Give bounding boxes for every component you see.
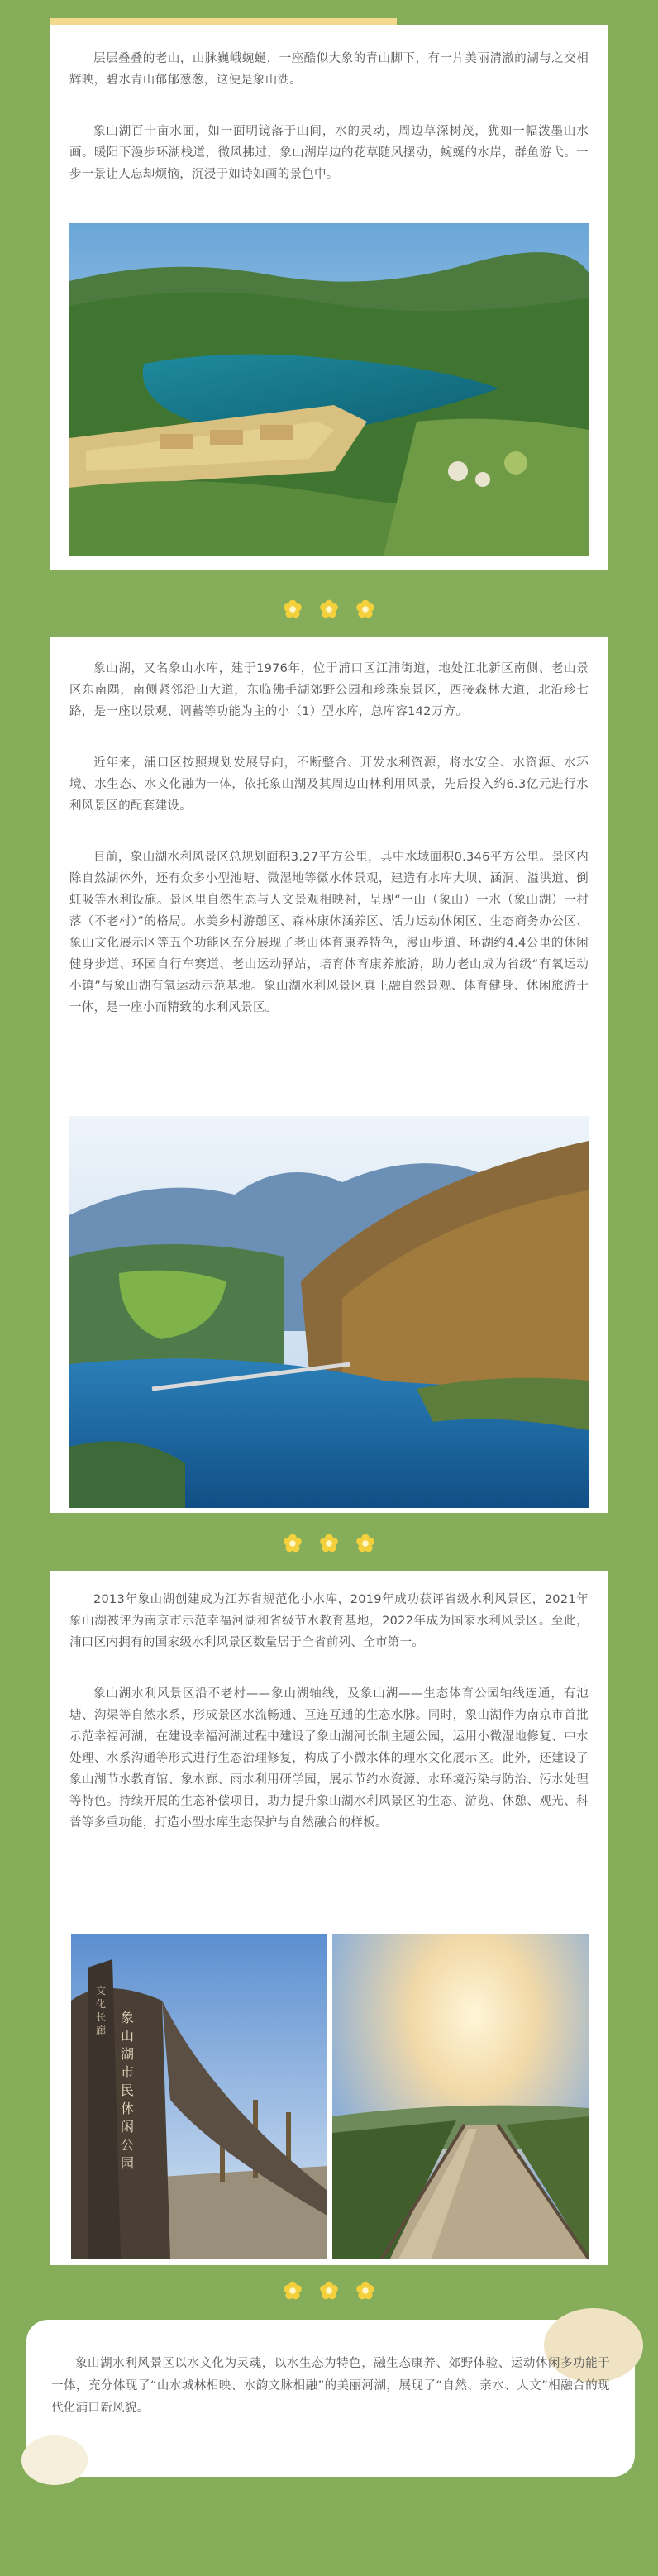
- lake-aerial-photo: [69, 223, 589, 556]
- paragraph: 层层叠叠的老山，山脉巍峨蜿蜒，一座酷似大象的青山脚下，有一片美丽清澈的湖与之交相辉映，碧水青山郁郁葱葱，这便是象山湖。: [69, 52, 589, 87]
- flower-icon: [282, 599, 303, 620]
- flower-icon: [282, 1533, 303, 1554]
- paragraph: 象山湖水利风景区沿不老村——象山湖轴线，及象山湖——生态体育公园轴线连通，有池塘、沟渠等自然水系，形成景区水流畅通、互连互通的生态水脉。同时，象山湖作为南京市首批示范幸福河湖，在建设幸福河湖过程中建设了象山湖河长制主题公园，运用小微湿地修复、中水处理、水系沟通等形式进行生态治理修复，构成了小微水体的理水文化展示区。此外，还建设了象山湖节水教育馆、象水廊、雨水利用研学园，展示节约水资源、水环境污染与防治、污水处理等特色。持续开展的生态补偿项目，助力提升象山湖水利风景区的生态、游览、休憩、观光、科普等多重功能，打造小型水库生态保护与自然融合的样板。: [69, 1687, 589, 1829]
- flower-icon: [355, 2280, 376, 2302]
- star-divider: [0, 1533, 658, 1558]
- park-sign-text: 象山湖市民休闲公园: [121, 2010, 135, 2171]
- paragraph: 目前，象山湖水利风景区总规划面积3.27平方公里，其中水域面积0.346平方公里。景区内除自然湖体外，还有众多小型池塘、微湿地等微水体景观，建造有水库大坝、涵洞、溢洪道、倒虹吸等水利设施。景区里自然生态与人文景观相映衬，呈现“一山（象山）一水（象山湖）一村落（不老村）”的格局。水美乡村游憩区、森林康体涵养区、活力运动休闲区、生态商务办公区、象山文化展示区等五个功能区充分展现了老山体育康养特色，漫山步道、环湖约4.4公里的休闲健身步道、环园自行车赛道、老山运动驿站，培育体育康养旅游，助力老山成为省级“有氧运动小镇”与象山湖有氧运动示范基地。象山湖水利风景区真正融自然景观、体育健身、休闲旅游于一体，是一座小而精致的水利风景区。: [69, 851, 589, 1014]
- corner-accent-top: [50, 18, 397, 25]
- flower-icon: [355, 1533, 376, 1554]
- flower-icon: [318, 599, 340, 620]
- closing-card: [26, 2320, 635, 2477]
- park-sign-side-text: 文化长廊: [96, 1985, 107, 2036]
- mountain-lake-photo: [69, 1116, 589, 1508]
- paragraph: 象山湖百十亩水面，如一面明镜落于山间，水的灵动，周边草深树茂，犹如一幅泼墨山水画。暖阳下漫步环湖栈道，微风拂过，象山湖岸边的花草随风摆动，蜿蜒的水岸，群鱼游弋。一步一景让人忘却烦恼，沉浸于如诗如画的景色中。: [69, 125, 589, 181]
- paragraph: 近年来，浦口区按照规划发展导向，不断整合、开发水利资源，将水安全、水资源、水环境、水生态、水文化融为一体，依托象山湖及其周边山林利用风景，先后投入约6.3亿元进行水利风景区的配套建设。: [69, 756, 589, 813]
- paragraph: 2013年象山湖创建成为江苏省规范化小水库，2019年成功获评省级水利风景区，2021年象山湖被评为南京市示范幸福河湖和省级节水教育基地，2022年成为国家水利风景区。至此，浦口区内拥有的国家级水利风景区数量居于全省前列、全市第一。: [69, 1593, 589, 1649]
- flower-icon: [318, 1533, 340, 1554]
- boardwalk-photo: [332, 1934, 589, 2259]
- decorative-blob: [21, 2435, 88, 2485]
- flower-icon: [282, 2280, 303, 2302]
- star-divider: [0, 2280, 658, 2305]
- star-divider: [0, 599, 658, 623]
- park-sign-photo: [71, 1934, 327, 2259]
- closing-paragraph: 象山湖水利风景区以水文化为灵魂，以水生态为特色，融生态康养、郊野体验、运动休闲多功能于一体，充分体现了“山水城林相映、水韵文脉相融”的美丽河湖，展现了“自然、亲水、人文”相融合的现代化浦口新风貌。: [51, 2357, 610, 2415]
- flower-icon: [355, 599, 376, 620]
- flower-icon: [318, 2280, 340, 2302]
- paragraph: 象山湖，又名象山水库，建于1976年，位于浦口区江浦街道，地处江北新区南侧、老山景区东南隅，南侧紧邻沿山大道，东临佛手湖郊野公园和珍珠泉景区，西接森林大道，北沿珍七路，是一座以景观、调蓄等功能为主的小（1）型水库，总库容142万方。: [69, 662, 589, 718]
